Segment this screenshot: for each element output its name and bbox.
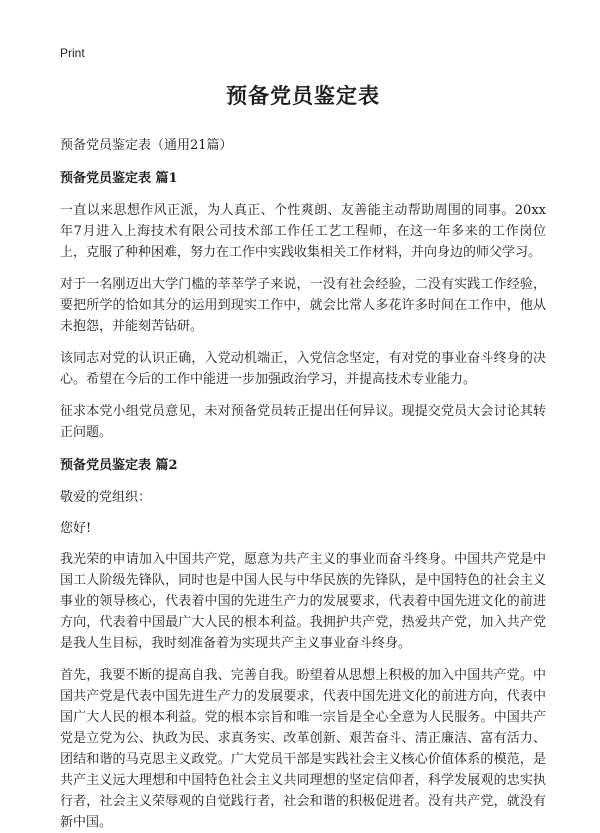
print-link[interactable]: Print [60,46,85,60]
paragraph: 对于一名刚迈出大学门槛的莘莘学子来说，一没有社会经验，二没有实践工作经验，要把所学的恰如其分的运用到现实工作中，就会比常人多花许多时间在工作中，他从未抱怨，并能刻苦钻研。 [60,277,546,334]
salutation: 敬爱的党组织： [60,490,152,505]
paragraph: 首先，我要不断的提高自我、完善自我。盼望着从思想上积极的加入中国共产党。中国共产党是代表中国先进生产力的发展要求，代表中国先进文化的前进方向，代表中国广大人民的根本利益。党的根本宗旨和唯一宗旨是全心全意为人民服务。中国共产党是立党为公、执政为民、求真务实、改革创新、艰苦奋斗、清正廉洁、富有活力、团结和谐的马克思主义政党。广大党员干部是实践社会主义核心价值体系的模范，是共产主义远大理想和中国特色社会主义共同理想的坚定信仰者，科学发展观的忠实执行者，社会主义荣辱观的自觉践行者，社会和谐的积极促进者。没有共产党，就没有新中国。 [60,668,546,830]
paragraph: 征求本党小组党员意见，未对预备党员转正提出任何异议。现提交党员大会讨论其转正问题。 [60,404,546,440]
page-title: 预备党员鉴定表 [226,83,380,108]
section-2 [60,454,546,833]
paragraph: 一直以来思想作风正派，为人真正、个性爽朗、友善能主动帮助周围的同事。20xx年7月进入上海技术有限公司技术部工作任工艺工程师，在这一年多来的工作岗位上，克服了种种困难，努力在工作中实践收集相关工作材料，并向身边的师父学习。 [60,203,546,260]
section-1 [60,167,546,443]
paragraph: 该同志对党的认识正确，入党动机端正，入党信念坚定，有对党的事业奋斗终身的决心。希望在今后的工作中能进一步加强政治学习，并提高技术专业能力。 [60,351,546,387]
section-heading: 预备党员鉴定表 篇1 [60,171,178,186]
document-subtitle: 预备党员鉴定表（通用21篇） [60,138,233,153]
greeting: 您好! [60,521,92,536]
section-heading: 预备党员鉴定表 篇2 [60,458,178,473]
paragraph: 我光荣的申请加入中国共产党，愿意为共产主义的事业而奋斗终身。中国共产党是中国工人阶级先锋队，同时也是中国人民与中华民族的先锋队，是中国特色的社会主义事业的领导核心，代表着中国的先进生产力的发展要求，代表着中国先进文化的前进方向，代表着中国最广大人民的根本利益。我拥护共产党，热爱共产党，加入共产党是我人生目标，我时刻准备着为实现共产主义事业奋斗终身。 [60,552,546,651]
